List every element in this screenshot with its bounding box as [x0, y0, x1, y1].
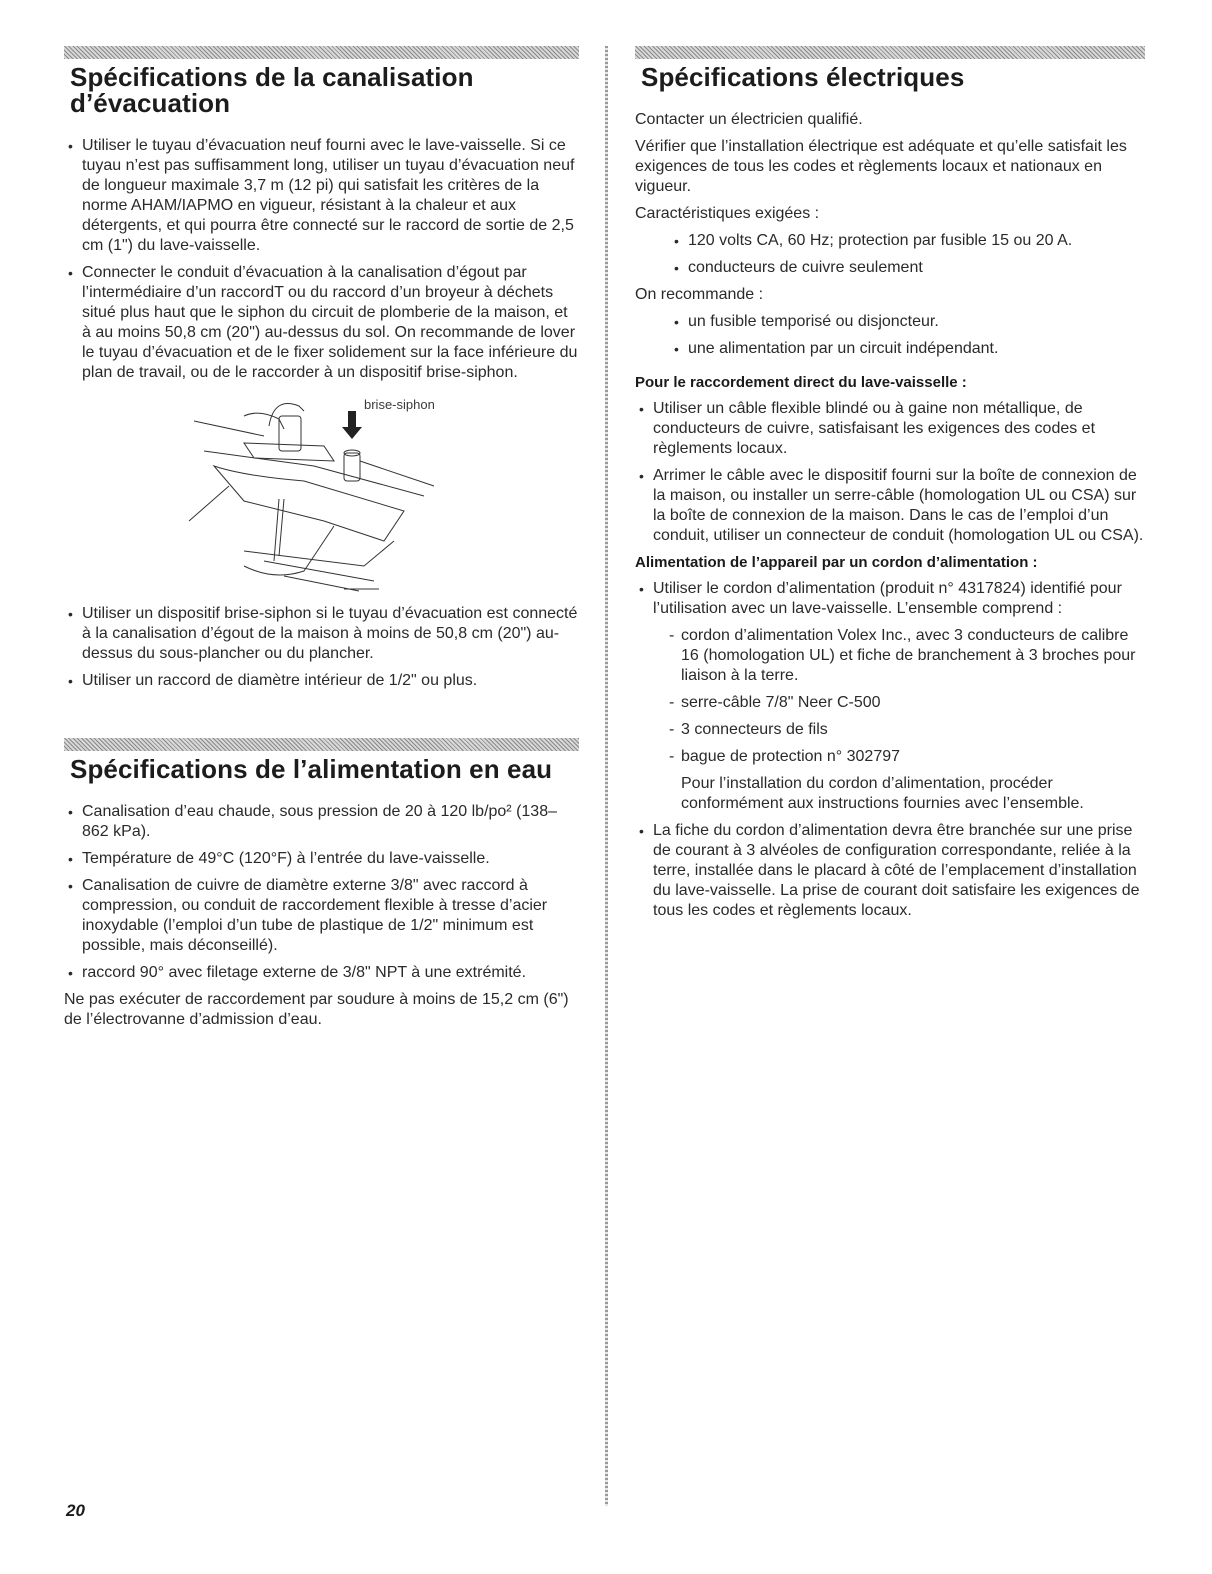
- power-cord-list: [635, 579, 1145, 619]
- water-section-title: Spécifications de l’alimentation en eau: [70, 754, 553, 784]
- electrical-section-title: Spécifications électriques: [641, 62, 965, 92]
- list-item: • Arrimer le câble avec le dispositif fourni sur la boîte de connexion de la maison, ou installer un serre-câble (homologation UL ou CSA) sur la boîte de connexion de la maison. Dans le cas de l’emploi d’un conduit, utiliser un connecteur de conduit (homologation UL ou CSA).: [635, 466, 1145, 546]
- list-item: • Canalisation de cuivre de diamètre externe 3/8" avec raccord à compression, ou conduit de raccordement flexible à tresse d’acier inoxydable (l’emploi d’un tube de plastique de 1/2" minimum est possible, mais déconseillé).: [64, 876, 579, 956]
- water-note: Ne pas exécuter de raccordement par soudure à moins de 15,2 cm (6") de l’électrovanne d’admission d’eau.: [64, 991, 569, 1028]
- paragraph: Contacter un électricien qualifié.: [635, 111, 863, 128]
- plug-list: [635, 821, 1145, 921]
- recommended-list: [635, 312, 1145, 359]
- page-number: 20: [66, 1501, 85, 1520]
- list-item: • 120 volts CA, 60 Hz; protection par fusible 15 ou 20 A.: [670, 231, 1145, 251]
- list-item: - 3 connecteurs de fils: [663, 720, 1145, 740]
- water-list: [64, 802, 579, 983]
- section-rule: [64, 738, 579, 751]
- list-item: • Connecter le conduit d’évacuation à la canalisation d’égout par l’intermédiaire d’un raccordT ou du raccord d’un broyeur à déchets situé plus haut que le siphon du circuit de plomberie de la maison, et à au moins 50,8 cm (20") au-dessus du sol. On recommande de lover le tuyau d’évacuation et de le fixer solidement sur la face inférieure du plan de travail, ou de le raccorder à un dispositif brise-siphon.: [64, 263, 579, 383]
- list-item: • conducteurs de cuivre seulement: [670, 258, 1145, 278]
- kit-note: Pour l’installation du cordon d’alimentation, procéder conformément aux instructions fournies avec l’ensemble.: [681, 775, 1084, 812]
- list-item: - bague de protection n° 302797: [663, 747, 1145, 767]
- drain-list: [64, 136, 579, 383]
- list-item: • Utiliser un câble flexible blindé ou à gaine non métallique, de conducteurs de cuivre, satisfaisant les exigences des codes et règlements locaux.: [635, 399, 1145, 459]
- list-item: • une alimentation par un circuit indépendant.: [670, 339, 1145, 359]
- paragraph: On recommande :: [635, 286, 764, 303]
- left-column: [64, 46, 579, 1037]
- list-item: • Utiliser un raccord de diamètre intérieur de 1/2" ou plus.: [64, 671, 579, 691]
- paragraph: Caractéristiques exigées :: [635, 205, 820, 222]
- drain-section-title: Spécifications de la canalisation d’évacuation: [70, 62, 474, 118]
- section-rule: [64, 46, 579, 59]
- list-item: • Utiliser le cordon d’alimentation (produit n° 4317824) identifié pour l’utilisation avec un lave-vaisselle. L’ensemble comprend :: [635, 579, 1145, 619]
- drain-list-continued: [64, 604, 579, 691]
- air-gap-illustration: [64, 391, 579, 596]
- list-item: • La fiche du cordon d’alimentation devra être branchée sur une prise de courant à 3 alvéoles de configuration correspondante, reliée à la terre, installée dans le placard à côté de l’emplacement d’installation du lave-vaisselle. La prise de courant doit satisfaire les exigences de tous les codes et règlements locaux.: [635, 821, 1145, 921]
- direct-connection-heading: Pour le raccordement direct du lave-vaisselle :: [635, 374, 967, 391]
- list-item: - cordon d’alimentation Volex Inc., avec 3 conducteurs de calibre 16 (homologation UL) et fiche de branchement à 3 broches pour liaison à la terre.: [663, 626, 1145, 686]
- list-item: • Température de 49°C (120°F) à l’entrée du lave-vaisselle.: [64, 849, 579, 869]
- required-list: [635, 231, 1145, 278]
- paragraph: Vérifier que l’installation électrique est adéquate et qu’elle satisfait les exigences de tous les codes et règlements locaux et nationaux en vigueur.: [635, 138, 1127, 195]
- sink-faucet-illustration: [184, 391, 444, 596]
- column-divider: [605, 46, 608, 1506]
- water-section: [64, 738, 579, 1030]
- kit-contents-list: [635, 626, 1145, 767]
- list-item: - serre-câble 7/8" Neer C-500: [663, 693, 1145, 713]
- right-column: [635, 46, 1145, 928]
- down-arrow-icon: [342, 411, 362, 439]
- section-rule: [635, 46, 1145, 59]
- list-item: • un fusible temporisé ou disjoncteur.: [670, 312, 1145, 332]
- list-item: • Utiliser le tuyau d’évacuation neuf fourni avec le lave-vaisselle. Si ce tuyau n’est pas suffisamment long, utiliser un tuyau d’évacuation neuf de longueur maximale 3,7 m (12 pi) qui satisfait les critères de la norme AHAM/IAPMO en vigueur, résistant à la chaleur et aux détergents, et qui pourra être connecté sur le raccord de sortie de 2,5 cm (1") du lave-vaisselle.: [64, 136, 579, 256]
- figure-label: brise-siphon: [364, 397, 435, 412]
- direct-connection-list: [635, 399, 1145, 546]
- power-cord-heading: Alimentation de l’appareil par un cordon d’alimentation :: [635, 554, 1038, 571]
- list-item: • Canalisation d’eau chaude, sous pression de 20 à 120 lb/po² (138–862 kPa).: [64, 802, 579, 842]
- list-item: • Utiliser un dispositif brise-siphon si le tuyau d’évacuation est connecté à la canalisation d’égout de la maison à moins de 50,8 cm (20") au-dessus du sous-plancher ou du plancher.: [64, 604, 579, 664]
- list-item: • raccord 90° avec filetage externe de 3/8" NPT à une extrémité.: [64, 963, 579, 983]
